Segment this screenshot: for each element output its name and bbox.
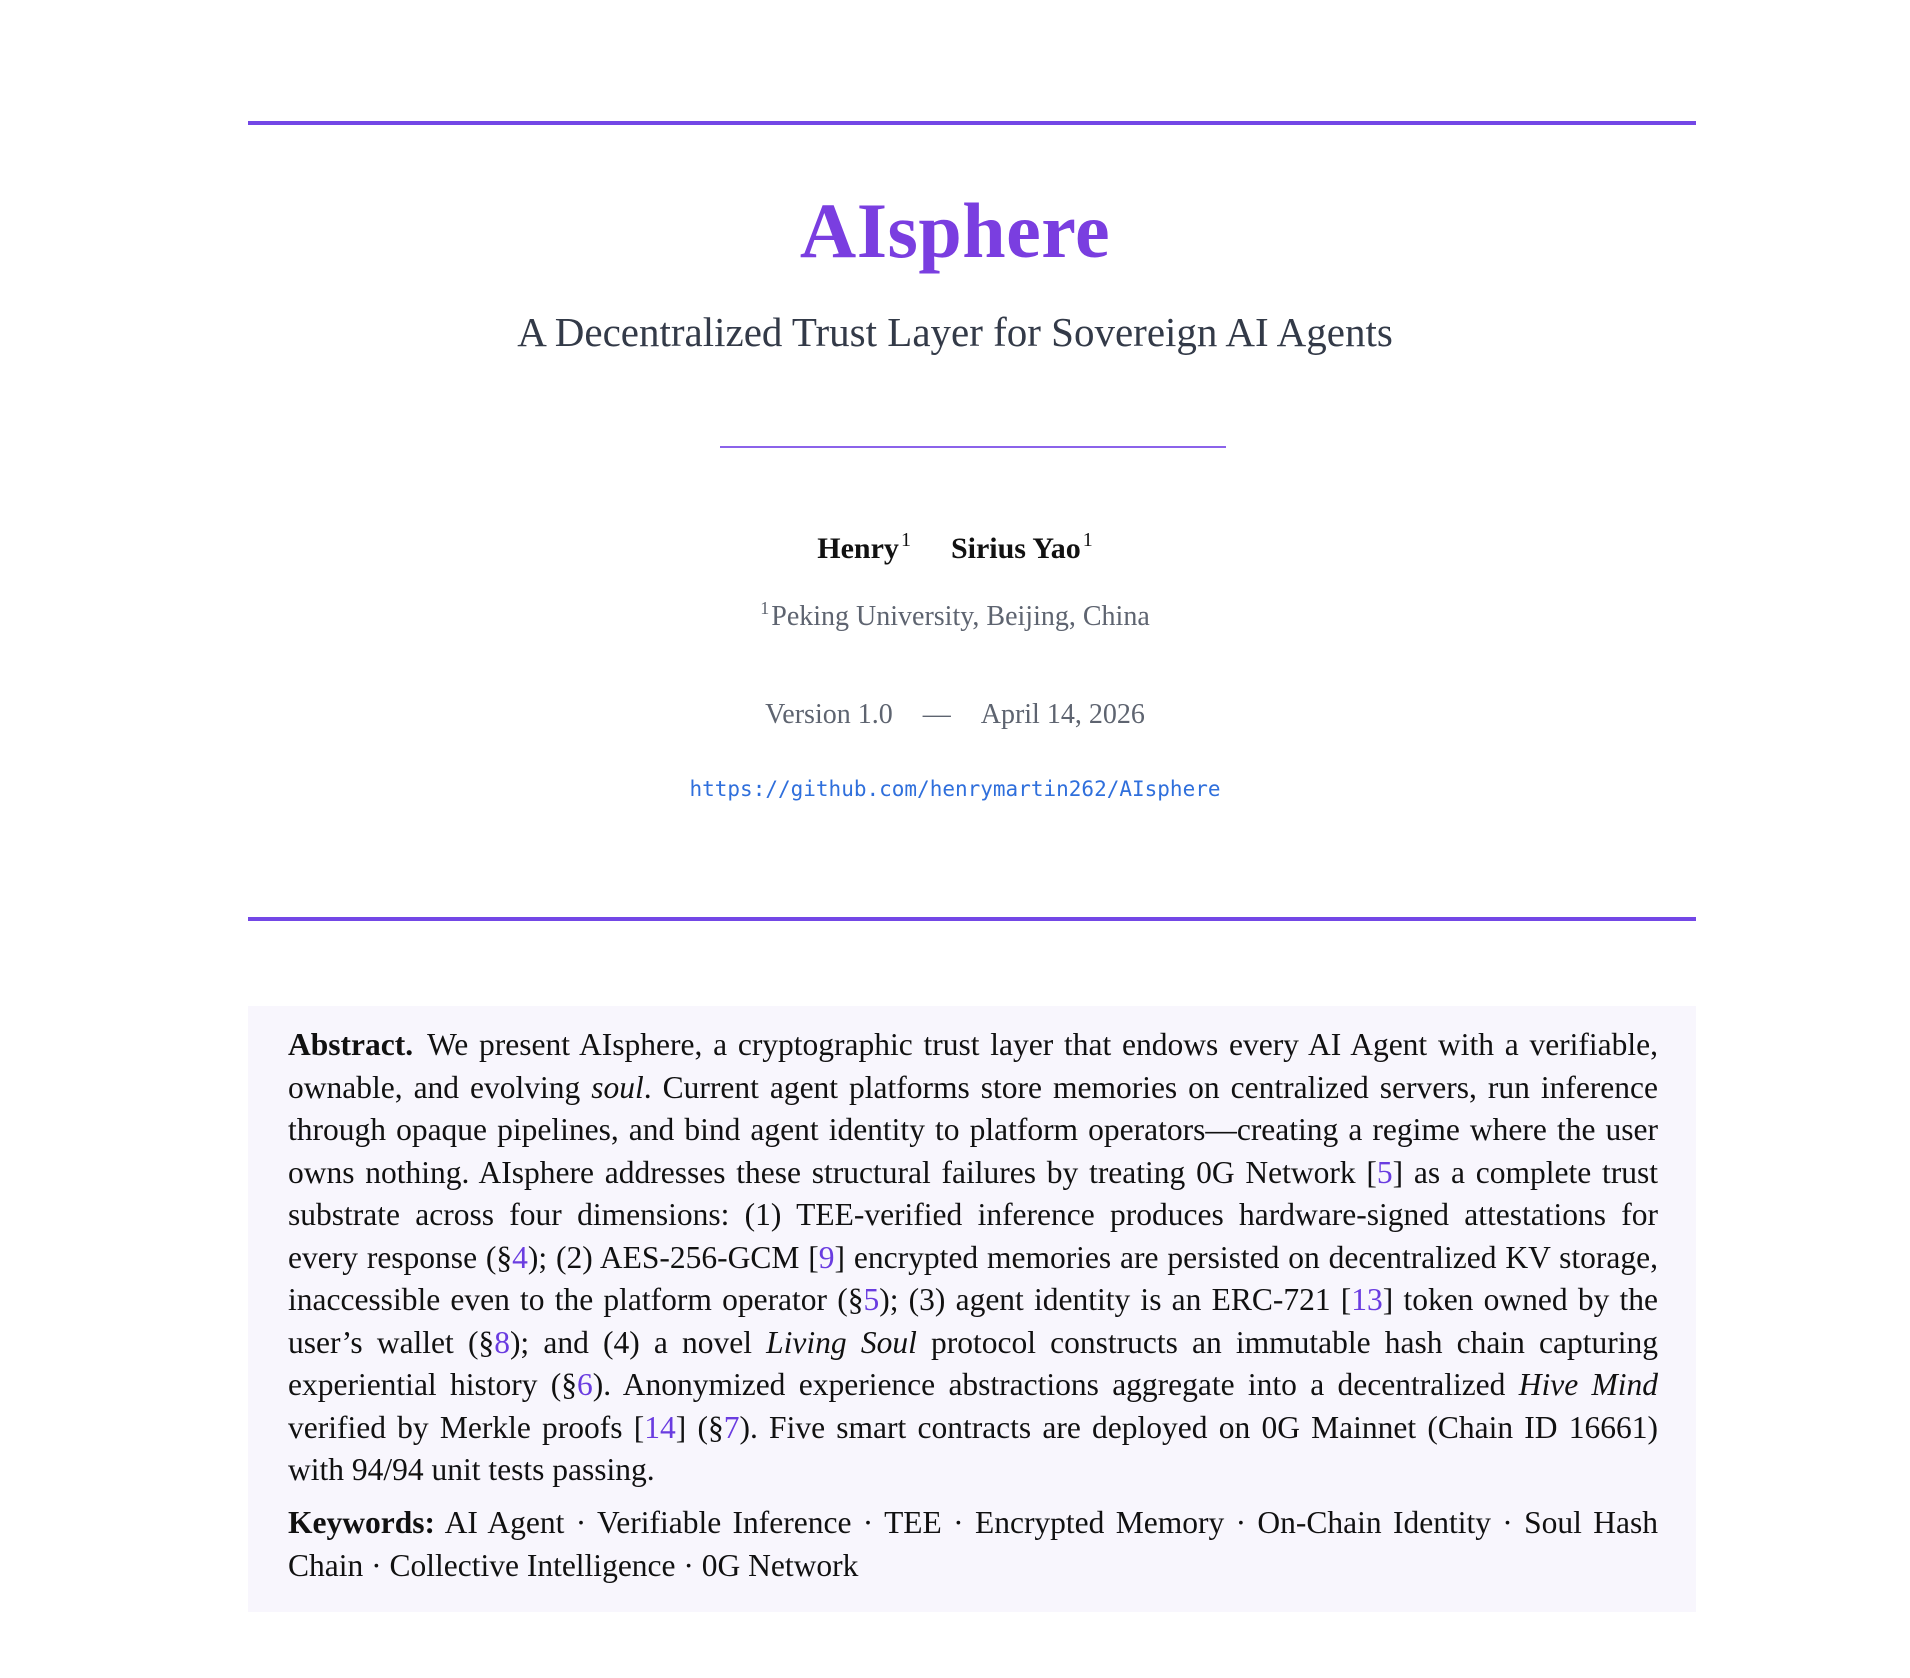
- author: [817, 520, 911, 569]
- affiliation-mark: 1: [760, 598, 770, 618]
- abstract-text-run: ] as a complete trust substrate across four dimensions: (1) TEE-verified inference produces hardware-signed attestations for every response (§: [288, 1154, 1658, 1275]
- abstract-text-run: ] (§: [675, 1409, 724, 1445]
- keywords: [288, 1502, 1658, 1587]
- citation-link[interactable]: 14: [644, 1409, 676, 1445]
- citation-link[interactable]: 9: [818, 1239, 835, 1275]
- abstract-text-run: verified by Merkle proofs [: [288, 1409, 645, 1445]
- abstract-text-run: ). Five smart contracts are deployed on 0G Mainnet (Chain ID 16661) with 94/94 unit tests passing.: [288, 1409, 1658, 1487]
- abstract-text-run: ); (2) AES-256-GCM [: [527, 1239, 819, 1275]
- paper-subtitle: A Decentralized Trust Layer for Sovereign AI Agents: [517, 309, 1393, 355]
- abstract-text-run: . Current agent platforms store memories on centralized servers, run inference through opaque pipelines, and bind agent identity to platform operators—creating a regime where the user owns nothing. AIsphere addresses these structural failures by treating 0G Network [: [288, 1069, 1658, 1190]
- abstract-text-run: ); and (4) a novel: [509, 1324, 767, 1360]
- abstract-text-run: We present AIsphere, a cryptographic trust layer that endows every AI Agent with a verifiable, ownable, and evolving: [288, 1027, 1658, 1105]
- paper-title: AIsphere: [799, 187, 1111, 274]
- emphasis-text: soul: [591, 1069, 644, 1105]
- abstract-text-run: protocol constructs an immutable hash chain capturing experiential history (§: [288, 1324, 1658, 1402]
- citation-link[interactable]: 8: [494, 1324, 510, 1360]
- citation-link[interactable]: 7: [723, 1409, 740, 1445]
- affiliation-mark: 1: [1082, 529, 1093, 551]
- citation-link[interactable]: 4: [512, 1239, 528, 1275]
- keyword-list: AI Agent · Verifiable Inference · TEE · Encrypted Memory · On-Chain Identity · Soul Hash Chain · Collective Intelligence · 0G Network: [288, 1505, 1658, 1583]
- affiliation-mark: 1: [900, 529, 911, 551]
- affiliation-text: Peking University, Beijing, China: [771, 601, 1150, 632]
- emphasis-text: Hive Mind: [1518, 1367, 1658, 1402]
- abstract-text-run: ] token owned by the user’s wallet (§: [288, 1282, 1658, 1360]
- keyword: Soul Hash Chain: [288, 1505, 1658, 1583]
- publication-date: April 14, 2026: [980, 699, 1145, 730]
- bottom-divider: [248, 917, 1696, 921]
- keyword: 0G Network: [701, 1547, 859, 1583]
- abstract: [288, 1024, 1658, 1492]
- keyword: Encrypted Memory: [974, 1505, 1225, 1540]
- keyword: Verifiable Inference: [597, 1505, 852, 1540]
- author-name: Sirius Yao: [950, 532, 1081, 565]
- version-separator: —: [922, 699, 951, 730]
- keyword: AI Agent: [444, 1505, 565, 1540]
- keyword: Collective Intelligence: [389, 1547, 676, 1583]
- keyword: TEE: [884, 1505, 942, 1540]
- citation-link[interactable]: 6: [577, 1367, 593, 1402]
- citation-link[interactable]: 5: [1376, 1154, 1393, 1190]
- keyword: On-Chain Identity: [1257, 1505, 1491, 1540]
- citation-link[interactable]: 5: [863, 1282, 880, 1317]
- abstract-body: [288, 1027, 1658, 1487]
- author: [951, 520, 1093, 569]
- keywords-label: Keywords:: [288, 1505, 435, 1540]
- abstract-heading: Abstract.: [288, 1027, 414, 1062]
- affiliation: [0, 590, 1910, 635]
- abstract-text-run: ). Anonymized experience abstractions aggregate into a decentralized: [592, 1367, 1519, 1402]
- abstract-text-run: ); (3) agent identity is an ERC-721 [: [879, 1282, 1352, 1317]
- author-list: [0, 520, 1910, 569]
- citation-link[interactable]: 13: [1351, 1282, 1383, 1317]
- author-name: Henry: [817, 532, 899, 565]
- repository-link[interactable]: https://github.com/henrymartin262/AIsphere: [689, 777, 1221, 801]
- emphasis-text: Living Soul: [766, 1324, 917, 1360]
- version-label: Version 1.0: [765, 699, 893, 730]
- abstract-text-run: ] encrypted memories are persisted on decentralized KV storage, inaccessible even to the platform operator (§: [288, 1239, 1658, 1317]
- version-line: [0, 697, 1910, 733]
- top-divider: [248, 121, 1696, 125]
- title-divider: [720, 446, 1226, 448]
